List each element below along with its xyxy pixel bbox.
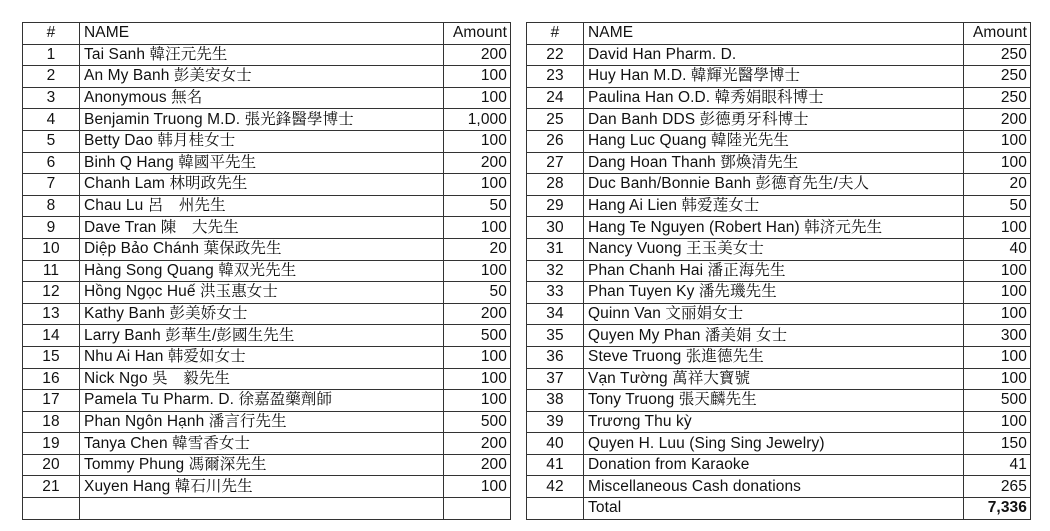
donor-name: Nancy Vuong 王玉美女士: [584, 238, 964, 260]
row-number: 10: [23, 238, 80, 260]
header-name: NAME: [584, 23, 964, 45]
row-number: 29: [527, 195, 584, 217]
donor-name: Diệp Bảo Chánh 葉保政先生: [80, 238, 444, 260]
donation-amount: 40: [964, 238, 1031, 260]
donation-amount: 41: [964, 454, 1031, 476]
donation-amount: 200: [444, 44, 511, 66]
table-row: [23, 303, 511, 325]
row-number: 26: [527, 130, 584, 152]
header-name: NAME: [80, 23, 444, 45]
row-number: 32: [527, 260, 584, 282]
table-row: [527, 433, 1031, 455]
donor-name: An My Banh 彭美安女士: [80, 66, 444, 88]
table-row: [23, 87, 511, 109]
row-number: 17: [23, 390, 80, 412]
donor-name: Larry Banh 彭華生/彭國生先生: [80, 325, 444, 347]
total-amount: 7,336: [964, 498, 1031, 520]
donor-name: Kathy Banh 彭美娇女士: [80, 303, 444, 325]
row-number: 5: [23, 130, 80, 152]
row-number: 11: [23, 260, 80, 282]
donation-amount: 50: [444, 282, 511, 304]
table-row: [23, 174, 511, 196]
row-number: 33: [527, 282, 584, 304]
donor-name: David Han Pharm. D.: [584, 44, 964, 66]
row-number: 14: [23, 325, 80, 347]
row-number: 36: [527, 346, 584, 368]
table-row: [527, 217, 1031, 239]
row-number: 30: [527, 217, 584, 239]
table-row: [527, 44, 1031, 66]
table-row: [23, 130, 511, 152]
table-row: [527, 346, 1031, 368]
table-row: [23, 368, 511, 390]
donation-amount: 100: [964, 260, 1031, 282]
table-row: [527, 238, 1031, 260]
blank-cell: [527, 498, 584, 520]
blank-cell: [444, 498, 511, 520]
donation-amount: 100: [964, 346, 1031, 368]
table-row: [527, 195, 1031, 217]
table-row: [527, 152, 1031, 174]
table-row: [527, 282, 1031, 304]
table-row: [527, 476, 1031, 498]
row-number: 20: [23, 454, 80, 476]
table-row: [527, 368, 1031, 390]
donation-amount: 100: [964, 152, 1031, 174]
row-number: 21: [23, 476, 80, 498]
donation-amount: 500: [964, 390, 1031, 412]
table-row: [527, 454, 1031, 476]
row-number: 38: [527, 390, 584, 412]
donor-name: Hang Te Nguyen (Robert Han) 韩济元先生: [584, 217, 964, 239]
donor-table-right: [526, 22, 1031, 520]
donor-name: Duc Banh/Bonnie Banh 彭德育先生/夫人: [584, 174, 964, 196]
donation-amount: 100: [444, 130, 511, 152]
donor-name: Nhu Ai Han 韩爱如女士: [80, 346, 444, 368]
donor-name: Quyen My Phan 潘美娟 女士: [584, 325, 964, 347]
row-number: 19: [23, 433, 80, 455]
row-number: 15: [23, 346, 80, 368]
table-row: [23, 282, 511, 304]
donation-amount: 100: [964, 130, 1031, 152]
table-row: [527, 390, 1031, 412]
donation-amount: 500: [444, 325, 511, 347]
donation-amount: 20: [964, 174, 1031, 196]
donor-name: Phan Chanh Hai 潘正海先生: [584, 260, 964, 282]
row-number: 7: [23, 174, 80, 196]
donor-name: Nick Ngo 吳 毅先生: [80, 368, 444, 390]
table-row: [23, 195, 511, 217]
donation-amount: 200: [444, 303, 511, 325]
table-row: [527, 411, 1031, 433]
header-row: [23, 23, 511, 45]
table-row: [23, 109, 511, 131]
table-row: [23, 433, 511, 455]
donor-name: Vạn Tường 萬祥大寶號: [584, 368, 964, 390]
row-number: 39: [527, 411, 584, 433]
donor-name: Tommy Phung 馮爾深先生: [80, 454, 444, 476]
donation-amount: 100: [444, 174, 511, 196]
table-row: [527, 325, 1031, 347]
table-row: [23, 238, 511, 260]
donor-name: Hồng Ngọc Huế 洪玉惠女士: [80, 282, 444, 304]
row-number: 8: [23, 195, 80, 217]
table-row: [527, 130, 1031, 152]
row-number: 3: [23, 87, 80, 109]
donation-amount: 100: [964, 282, 1031, 304]
table-row: [527, 303, 1031, 325]
row-number: 13: [23, 303, 80, 325]
donation-amount: 200: [444, 454, 511, 476]
donation-amount: 50: [964, 195, 1031, 217]
donation-amount: 200: [964, 109, 1031, 131]
donor-name: Pamela Tu Pharm. D. 徐嘉盈藥劑師: [80, 390, 444, 412]
table-row: [23, 454, 511, 476]
table-row: [23, 44, 511, 66]
table-row: [527, 174, 1031, 196]
blank-cell: [80, 498, 444, 520]
donor-name: Xuyen Hang 韓石川先生: [80, 476, 444, 498]
row-number: 27: [527, 152, 584, 174]
donor-name: Binh Q Hang 韓國平先生: [80, 152, 444, 174]
table-row: [23, 325, 511, 347]
table-row: [23, 217, 511, 239]
table-row: [23, 476, 511, 498]
row-number: 6: [23, 152, 80, 174]
donor-name: Dan Banh DDS 彭德勇牙科博士: [584, 109, 964, 131]
donation-amount: 100: [444, 66, 511, 88]
row-number: 35: [527, 325, 584, 347]
donor-name: Quinn Van 文丽娟女士: [584, 303, 964, 325]
row-number: 22: [527, 44, 584, 66]
row-number: 40: [527, 433, 584, 455]
donation-amount: 100: [444, 346, 511, 368]
donor-name: Dave Tran 陳 大先生: [80, 217, 444, 239]
row-number: 41: [527, 454, 584, 476]
donor-name: Donation from Karaoke: [584, 454, 964, 476]
donation-amount: 100: [444, 368, 511, 390]
table-row: [23, 346, 511, 368]
donor-name: Paulina Han O.D. 韓秀娟眼科博士: [584, 87, 964, 109]
donor-name: Hàng Song Quang 韓双光先生: [80, 260, 444, 282]
row-number: 31: [527, 238, 584, 260]
donor-name: Steve Truong 张進德先生: [584, 346, 964, 368]
row-number: 25: [527, 109, 584, 131]
donor-name: Benjamin Truong M.D. 張光鋒醫學博士: [80, 109, 444, 131]
donation-amount: 100: [444, 260, 511, 282]
donor-name: Tony Truong 張天麟先生: [584, 390, 964, 412]
table-row: [527, 66, 1031, 88]
donation-amount: 1,000: [444, 109, 511, 131]
row-number: 9: [23, 217, 80, 239]
donor-name: Phan Tuyen Ky 潘先璣先生: [584, 282, 964, 304]
donation-amount: 50: [444, 195, 511, 217]
table-row: [527, 87, 1031, 109]
donation-amount: 250: [964, 66, 1031, 88]
donation-amount: 150: [964, 433, 1031, 455]
header-row: [527, 23, 1031, 45]
blank-cell: [23, 498, 80, 520]
row-number: 2: [23, 66, 80, 88]
donation-amount: 100: [964, 217, 1031, 239]
donor-name: Trương Thu kỳ: [584, 411, 964, 433]
donor-name: Chanh Lam 林明政先生: [80, 174, 444, 196]
row-number: 12: [23, 282, 80, 304]
header-number: #: [23, 23, 80, 45]
header-number: #: [527, 23, 584, 45]
donation-amount: 250: [964, 87, 1031, 109]
donation-amount: 100: [444, 390, 511, 412]
donation-amount: 250: [964, 44, 1031, 66]
donor-name: Quyen H. Luu (Sing Sing Jewelry): [584, 433, 964, 455]
donor-name: Phan Ngôn Hạnh 潘言行先生: [80, 411, 444, 433]
donor-name: Hang Ai Lien 韩爱莲女士: [584, 195, 964, 217]
table-row: [527, 260, 1031, 282]
table-row: [23, 260, 511, 282]
donation-amount: 100: [444, 476, 511, 498]
donor-name: Miscellaneous Cash donations: [584, 476, 964, 498]
donor-name: Huy Han M.D. 韓輝光醫學博士: [584, 66, 964, 88]
donor-name: Hang Luc Quang 韓陸光先生: [584, 130, 964, 152]
header-amount: Amount: [964, 23, 1031, 45]
donor-name: Dang Hoan Thanh 鄧煥清先生: [584, 152, 964, 174]
row-number: 28: [527, 174, 584, 196]
table-row: [23, 390, 511, 412]
row-number: 16: [23, 368, 80, 390]
row-number: 4: [23, 109, 80, 131]
row-number: 42: [527, 476, 584, 498]
row-number: 34: [527, 303, 584, 325]
donor-table-left: [22, 22, 511, 520]
table-row: [23, 411, 511, 433]
donation-amount: 100: [964, 368, 1031, 390]
donor-name: Tai Sanh 韓汪元先生: [80, 44, 444, 66]
blank-row: [23, 498, 511, 520]
row-number: 24: [527, 87, 584, 109]
donor-name: Anonymous 無名: [80, 87, 444, 109]
row-number: 23: [527, 66, 584, 88]
row-number: 37: [527, 368, 584, 390]
donation-amount: 100: [964, 411, 1031, 433]
header-amount: Amount: [444, 23, 511, 45]
donation-amount: 265: [964, 476, 1031, 498]
donation-amount: 20: [444, 238, 511, 260]
donation-amount: 300: [964, 325, 1031, 347]
donation-amount: 500: [444, 411, 511, 433]
total-label: Total: [584, 498, 964, 520]
donation-amount: 100: [444, 217, 511, 239]
table-row: [527, 109, 1031, 131]
table-row: [23, 66, 511, 88]
row-number: 1: [23, 44, 80, 66]
total-row: [527, 498, 1031, 520]
donation-amount: 200: [444, 433, 511, 455]
donor-name: Betty Dao 韩月桂女士: [80, 130, 444, 152]
table-row: [23, 152, 511, 174]
donation-amount: 100: [444, 87, 511, 109]
donor-name: Tanya Chen 韓雪香女士: [80, 433, 444, 455]
donation-amount: 100: [964, 303, 1031, 325]
donor-name: Chau Lu 呂 州先生: [80, 195, 444, 217]
donation-amount: 200: [444, 152, 511, 174]
row-number: 18: [23, 411, 80, 433]
